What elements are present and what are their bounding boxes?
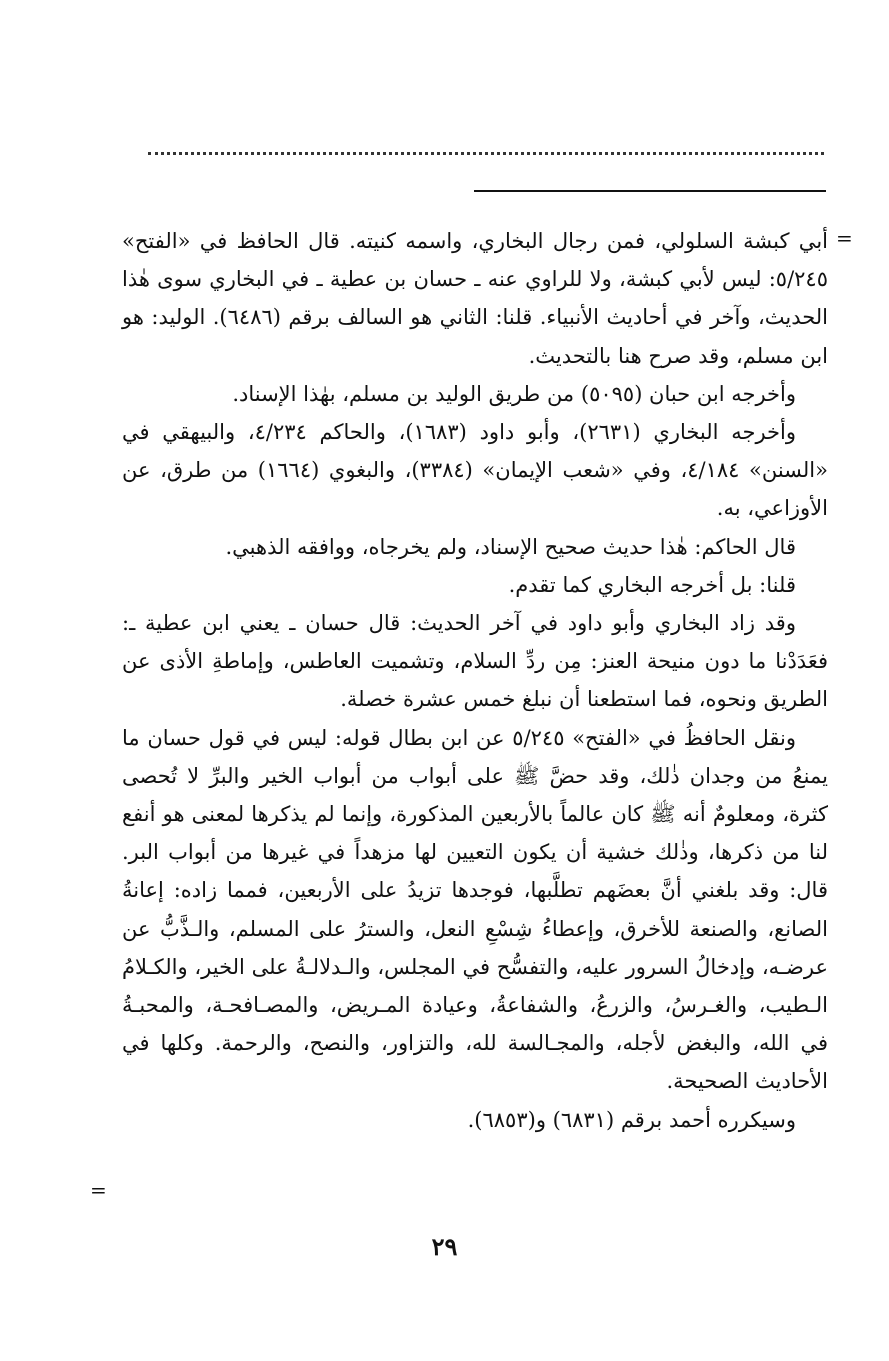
paragraph: قال الحاكم: هٰذا حديث صحيح الإسناد، ولم يخرجاه، ووافقه الذهبي. — [225, 534, 796, 559]
paragraph: أبي كبشة السلولي، فمن رجال البخاري، واسمه كنيته. قال الحافظ في «الفتح» ٥/٢٤٥: ليس لأبي كبشة، ولا للراوي عنه ـ حسان بن عطية ـ في البخاري سوى هٰذا الحديث، وآخر في أحاديث الأنبياء. قلنا: الثاني هو السالف برقم (٦٤٨٦). الوليد: هو ابن مسلم، وقد صرح هنا بالتحديث. — [122, 229, 829, 368]
continuation-mark-bottom: = — [90, 1178, 107, 1202]
dotted-separator — [148, 152, 824, 155]
page-number: ٢٩ — [431, 1232, 458, 1261]
paragraph: وقد زاد البخاري وأبو داود في آخر الحديث: قال حسان ـ يعني ابن عطية ـ: فعَدَدْنا ما دون منيحة العنز: مِن ردِّ السلام، وتشميت العاطس، وإماطةِ الأذى عن الطريق ونحوه، فما استطعنا أن نبلغ خمس عشرة خصلة. — [122, 611, 828, 712]
paragraph: وسيكرره أحمد برقم (٦٨٣١) و(٦٨٥٣). — [467, 1107, 796, 1132]
paragraph: ونقل الحافظُ في «الفتح» ٥/٢٤٥ عن ابن بطال قوله: ليس في قول حسان ما يمنعُ من وجدان ذٰلك، وقد حضَّ ﷺ على أبواب من أبواب الخير والبرِّ لا تُحصى كثرة، ومعلومٌ أنه ﷺ كان عالماً بالأربعين المذكورة، وإنما لم يذكرها لمعنى هو أنفع لنا من ذكرها، وذٰلك خشية أن يكون التعيين لها مزهداً في غيرها من أبواب البر. قال: وقد بلغني أنَّ بعضَهم تطلَّبها، فوجدها تزيدُ على الأربعين، فمما زاده: إعانةُ الصانع، والصنعة للأخرق، وإعطاءُ شِسْعِ النعل، والسترُ على المسلم، والـذَّبُّ عن عرضـه، وإدخالُ السرور عليه، والتفسُّح في المجلس، والـدلالـةُ على الخير، والكـلامُ الـطيب، والغـرسُ، والزرعُ، والشفاعةُ، وعيادة المـريض، والمصـافحـة، والمحبـةُ في الله، والبغض لأجله، والمجـالسة لله، والتزاور، والنصح، والرحمة. وكلها في الأحاديث الصحيحة. — [122, 725, 828, 1094]
continuation-mark-top: = — [836, 226, 853, 250]
footnote-separator — [474, 190, 826, 192]
paragraph: قلنا: بل أخرجه البخاري كما تقدم. — [508, 572, 796, 597]
paragraph: وأخرجه البخاري (٢٦٣١)، وأبو داود (١٦٨٣)، والحاكم ٤/٢٣٤، والبيهقي في «السنن» ٤/١٨٤، وفي «شعب الإيمان» (٣٣٨٤)، والبغوي (١٦٦٤) من طرق، عن الأوزاعي، به. — [122, 420, 828, 521]
footnote-text — [122, 222, 828, 1139]
paragraph: وأخرجه ابن حبان (٥٠٩٥) من طريق الوليد بن مسلم، بهٰذا الإسناد. — [232, 381, 796, 406]
